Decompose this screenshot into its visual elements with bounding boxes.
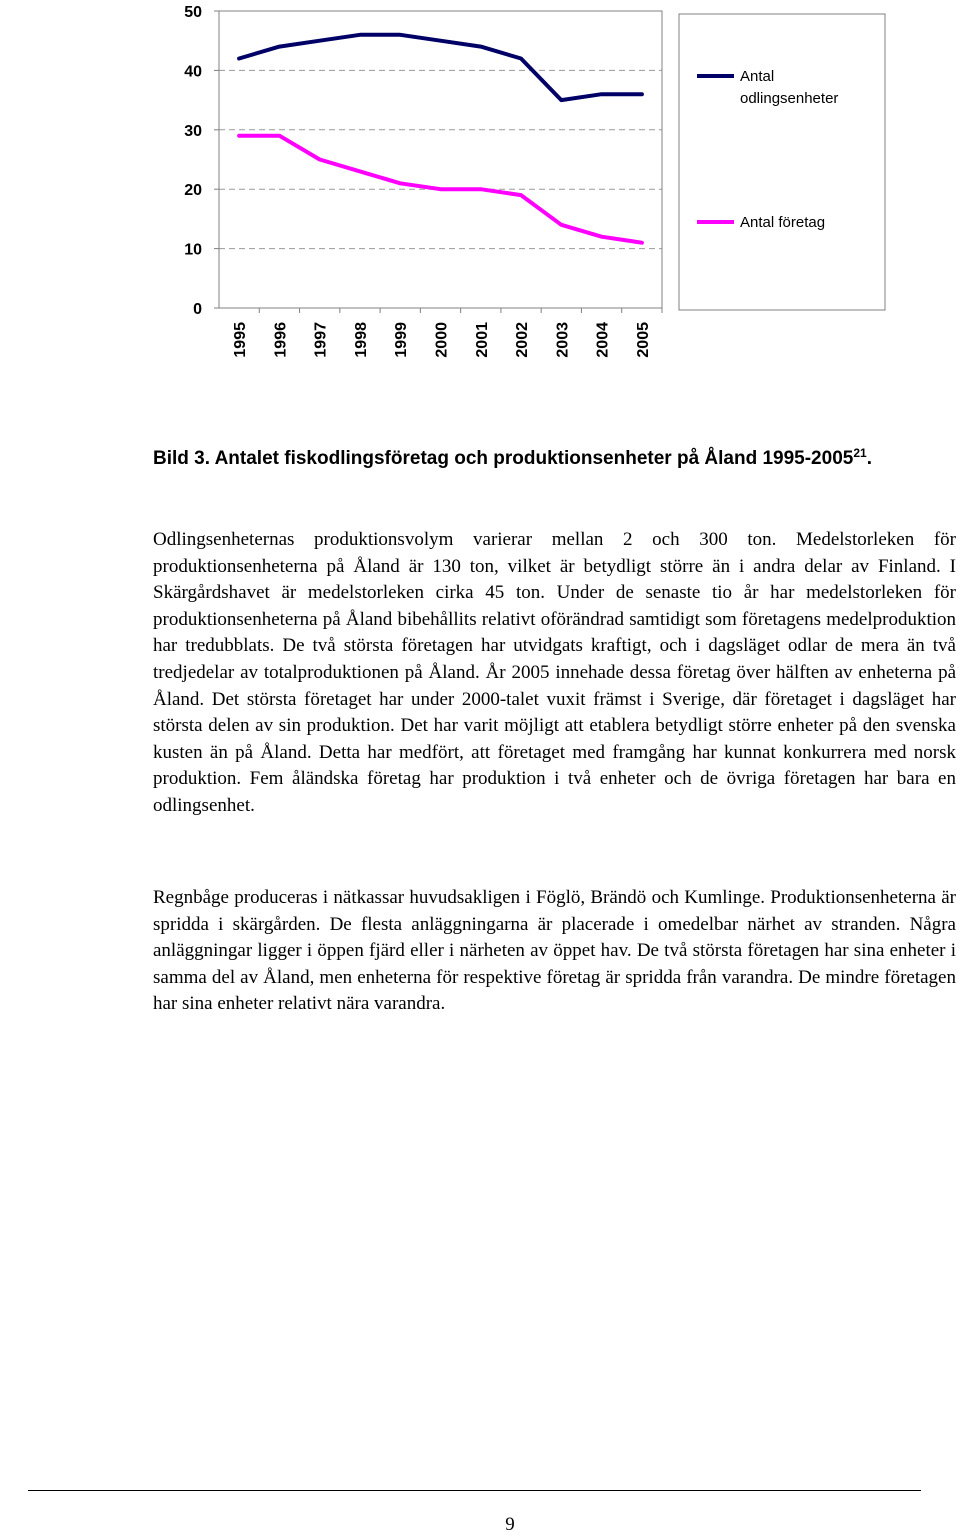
y-tick-label: 30 [184,123,202,140]
caption-footnote-ref: 21 [853,446,866,460]
series-lines [239,35,642,243]
x-tick-label: 1998 [353,322,370,358]
x-tick-label: 2003 [554,322,571,358]
y-tick-label: 20 [184,182,202,199]
y-tick-label: 0 [193,301,202,318]
x-tick-label: 2002 [514,322,531,358]
y-tick-label: 40 [184,63,202,80]
chart-gridlines [219,70,662,248]
legend [679,14,885,310]
x-tick-label: 1995 [232,322,249,358]
plot-area-frame [219,11,662,308]
legend-label: odlingsenheter [740,90,838,107]
line-chart [0,0,960,420]
x-tick-label: 2000 [434,322,451,358]
x-tick-label: 1997 [313,322,330,358]
y-axis-ticks [184,4,219,318]
body-paragraph-2: Regnbåge produceras i nätkassar huvudsakligen i Föglö, Brändö och Kumlinge. Produktionsenheterna är spridda i skärgården. De flesta anläggningarna är placerade i omedelbar närhet av stranden. Några anläggningar ligger i öppen fjärd eller i närheten av öppet hav. De två största företagen har sina enheter i samma del av Åland, men enheterna för respektive företag är spridda från varandra. De mindre företagen har sina enheter relativt nära varandra. [153,885,956,1018]
figure-caption [153,446,953,472]
x-tick-label: 1996 [272,322,289,358]
legend-box [679,14,885,310]
legend-label: Antal [740,68,774,85]
y-tick-label: 50 [184,4,202,21]
x-tick-label: 2005 [635,322,652,358]
x-tick-label: 1999 [393,322,410,358]
x-tick-label: 2004 [595,322,612,358]
page-number: 9 [0,1514,960,1536]
x-tick-label: 2001 [474,322,491,358]
legend-label: Antal företag [740,214,825,231]
body-paragraph-1: Odlingsenheternas produktionsvolym varierar mellan 2 och 300 ton. Medelstorleken för produktionsenheterna på Åland är 130 ton, vilket är betydligt större än i andra delar av Finland. I Skärgårdshavet är medelstorleken cirka 45 ton. Under de senaste tio år har medelstorleken för produktionsenheterna på Åland bibehållits relativt oförändrad samtidigt som företagens medelproduktion har tredubblats. De två största företagen har utvidgats kraftigt, och i dagsläget odlar de mera än två tredjedelar av totalproduktionen på Åland. År 2005 innehade dessa företag över hälften av enheterna på Åland. Det största företaget har under 2000-talet vuxit främst i Sverige, där företaget i dagsläget har största delen av sin produktion. Det har varit möjligt att etablera betydligt större enheter på den svenska kusten än på Åland. Detta har medfört, att företaget med framgång har kunnat konkurrera med norsk produktion. Fem åländska företag har produktion i två enheter och de övriga företagen har bara en odlingsenhet. [153,527,956,820]
footer-rule [28,1490,921,1491]
y-tick-label: 10 [184,242,202,259]
x-axis-ticks [232,308,662,358]
series-line-1 [239,35,642,100]
caption-text: Bild 3. Antalet fiskodlingsföretag och produktionsenheter på Åland 1995-2005 [153,448,853,469]
caption-suffix: . [867,448,872,469]
